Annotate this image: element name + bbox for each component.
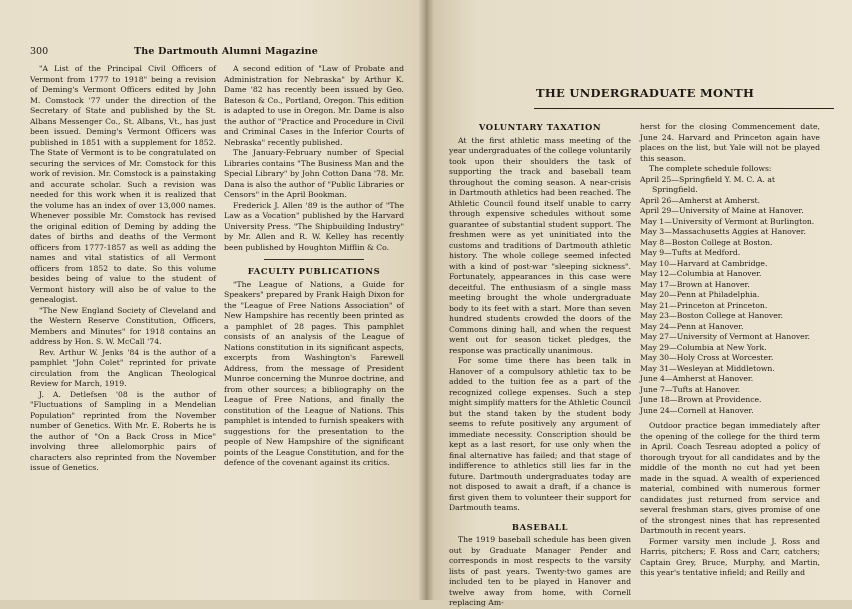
paragraph: The January-February number of Special Libraries contains "The Business Man and the Special Library" by John Cotton Dana '78. Mr. Dana is also the author of "Public Libraries or Censors" in the April Bookman. (224, 148, 404, 199)
paragraph: "The New England Society of Cleveland and the Western Reserve Constitution, Officers, Members and Minutes" for 1918 contains an address by Hon. S. W. McCall '74. (30, 305, 216, 346)
left-column-2 (224, 64, 404, 469)
right-page (426, 0, 852, 607)
paragraph: J. A. Detlefsen '08 is the author of "Fluctuations of Sampling in a Mendelian Population" reprinted from the November number of Genetics. With Mr. E. Roberts he is the author of "On a Back Cross in Mice" involving three allelomorphic pairs of characters also reprinted from the November issue of Genetics. (30, 389, 216, 472)
list-item: May 17—Brown at Hanover. (640, 279, 750, 289)
left-column-1 (30, 64, 216, 474)
list-item: May 27—University of Vermont at Hanover. (640, 332, 810, 341)
paragraph: For some time there has been talk in Hanover of a compulsory athletic tax to be added to the tuition fee as a part of the recognized college expenses. Such a step might simplify matters for the Athletic Council but the stand taken by the student body seems to refute positively any argument of immediate necessity. Conscription should be kept as a last resort, for use only when the final alternative has failed; and that stage of indifference to athletics still lies far in the future. Dartmouth undergraduates today are not disposed to await a draft, if a chance is first given them to volunteer their support for Dartmouth teams. (449, 356, 632, 512)
list-item: May 10—Harvard at Cambridge. (640, 258, 768, 268)
list-item: May 8—Boston College at Boston. (640, 237, 773, 247)
book-gutter (418, 0, 434, 600)
right-column-1 (449, 122, 631, 609)
paragraph: The 1919 baseball schedule has been given out by Graduate Manager Pender and corresponds in most respects to the varsity lists of past years. Twenty-two games are included ten to be played in Hanover and twelve away from home, with Cornell replacing Am- (449, 535, 631, 607)
schedule-list (640, 175, 820, 417)
list-item: June 18—Brown at Providence. (640, 395, 762, 404)
right-column-2 (640, 122, 820, 579)
paragraph: Frederick J. Allen '89 is the author of "The Law as a Vocation" published by the Harvard University Press. "The Shipbuilding Industry" by Mr. Allen and R. W. Kelley has recently been published by Houghton Mifflin & Co. (224, 200, 404, 252)
paragraph: Outdoor practice began immediately after the opening of the college for the third term in April. Coach Tesreau adopted a policy of thorough tryout for all candidates and by the middle of the month no cut had yet been made in the squad. A wealth of experienced material, combined with numerous former candidates just returned from service and several freshman stars, gives promise of one of the strongest nines that has represented Dartmouth in recent years. (640, 421, 820, 535)
list-item: May 1—University of Vermont at Burlington. (640, 216, 815, 226)
faculty-publications-heading: FACULTY PUBLICATIONS (247, 266, 381, 276)
list-item: April 26—Amherst at Amherst. (640, 195, 761, 205)
list-item: May 3—Massachusetts Aggies at Hanover. (640, 227, 806, 236)
paragraph: "A List of the Principal Civil Officers of Vermont from 1777 to 1918" being a revision of Deming's Vermont Officers edited by John M. Comstock '77 under the direction of the Secretary of State and published by the St. Albans Messenger Co., St. Albans, Vt., has just been issued. Deming's Vermont Officers was published in 1851 with a supplement for 1852. The State of Vermont is to be congratulated on securing the services of Mr. Comstock for this work of revision. Mr. Comstock is a painstaking and accurate scholar. Such a revision was needed for this work when it is realized that the volume has an index of over 13,000 names. Whenever possible Mr. Comstock has revised the original edition of Deming by adding the dates of births and deaths of the Vermont officers from 1777-1857 as well as adding the names and vital statistics of all Vermont officers from 1852 to date. So this volume besides being of value to the student of Vermont history will also be of value to the genealogist. (30, 64, 216, 304)
paragraph-continued: herst for the closing Commencement date, June 24. Harvard and Princeton again have places on the list, but Yale will not be played this season. (640, 122, 820, 163)
list-item: May 12—Columbia at Hanover. (640, 269, 762, 278)
list-item: May 29—Columbia at New York. (640, 342, 767, 352)
title-rule (534, 108, 834, 109)
list-item: May 31—Wesleyan at Middletown. (640, 363, 775, 373)
page-number: 300 (30, 46, 49, 57)
magazine-title: The Dartmouth Alumni Magazine (134, 46, 318, 57)
baseball-heading: BASEBALL (511, 521, 569, 532)
list-item: May 24—Penn at Hanover. (640, 321, 744, 331)
section-title: THE UNDERGRADUATE MONTH (536, 86, 755, 100)
list-item: May 9—Tufts at Medford. (640, 248, 741, 257)
list-item: June 7—Tufts at Hanover. (640, 384, 741, 394)
voluntary-taxation-heading: VOLUNTARY TAXATION (478, 122, 602, 132)
paragraph: Former varsity men include J. Ross and Harris, pitchers; F. Ross and Carr, catchers; Captain Grey, Bruce, Murphy, and Martin, this year's tentative infield; and Reilly and (640, 536, 820, 577)
schedule-intro: The complete schedule follows: (649, 164, 772, 173)
paragraph: Rev. Arthur W. Jenks '84 is the author of a pamphlet "John Colet" reprinted for private circulation from the Anglican Theological Review for March, 1919. (30, 347, 216, 388)
list-item: May 30—Holy Cross at Worcester. (640, 353, 774, 362)
list-item: April 25—Springfield Y. M. C. A. at Springfield. (640, 174, 776, 194)
paragraph: A second edition of "Law of Probate and Administration for Nebraska" by Arthur K. Dame '82 has recently been issued by Geo. Bateson & Co., Portland, Oregon. This edition is adapted to use in Oregon. Mr. Dame is also the author of "Practice and Procedure in Civil and Criminal Cases in the Inferior Courts of Nebraska" recently published. (224, 64, 404, 147)
section-divider (264, 259, 364, 260)
list-item: April 29—University of Maine at Hanover. (640, 206, 804, 215)
running-head (30, 46, 410, 60)
list-item: June 24—Cornell at Hanover. (640, 405, 754, 415)
list-item: May 20—Penn at Philadelphia. (640, 290, 760, 299)
list-item: June 4—Amherst at Hanover. (640, 374, 754, 383)
paragraph: "The League of Nations, a Guide for Speakers" prepared by Frank Haigh Dixon for the "League of Free Nations Association" of New Hampshire has recently been printed as a pamphlet of 28 pages. This pamphlet consists of an analysis of the League of Nations constitution in its significant aspects, excerpts from Washington's Farewell Address, from the message of President Munroe concerning the Munroe doctrine, and from other sources; a bibliography on the League of Free Nations, and finally the constitution of the League of Nations. This pamphlet is intended to furnish speakers with suggestions for the presentation to the people of New Hampshire of the significant points of the League Constitution, and for the defence of the covenant against its critics. (224, 279, 404, 467)
list-item: May 23—Boston College at Hanover. (640, 311, 784, 320)
list-item: May 21—Princeton at Princeton. (640, 300, 768, 310)
paragraph: At the first athletic mass meeting of the year undergraduates of the college voluntarily took upon their shoulders the task of supporting the track and baseball team throughout the coming season. A near-crisis in Dartmouth athletics had been reached. The Athletic Council found itself unable to carry through expensive schedules without some guarantee of substantial student support. The freshmen were as yet uninitiated into the customs and traditions of Dartmouth athletic history. The whole college seemed infected with a kind of post-war "sleeping sickness". Fortunately, appearances in this case were deceitful. The enthusiasm of a single mass meeting brought the whole undergraduate body to its feet with a start. More than seven hundred students crowded the doors of the Commons dining hall, and when the request went out for season ticket pledges, the response was practically unanimous. (449, 135, 631, 355)
left-page (0, 0, 426, 600)
